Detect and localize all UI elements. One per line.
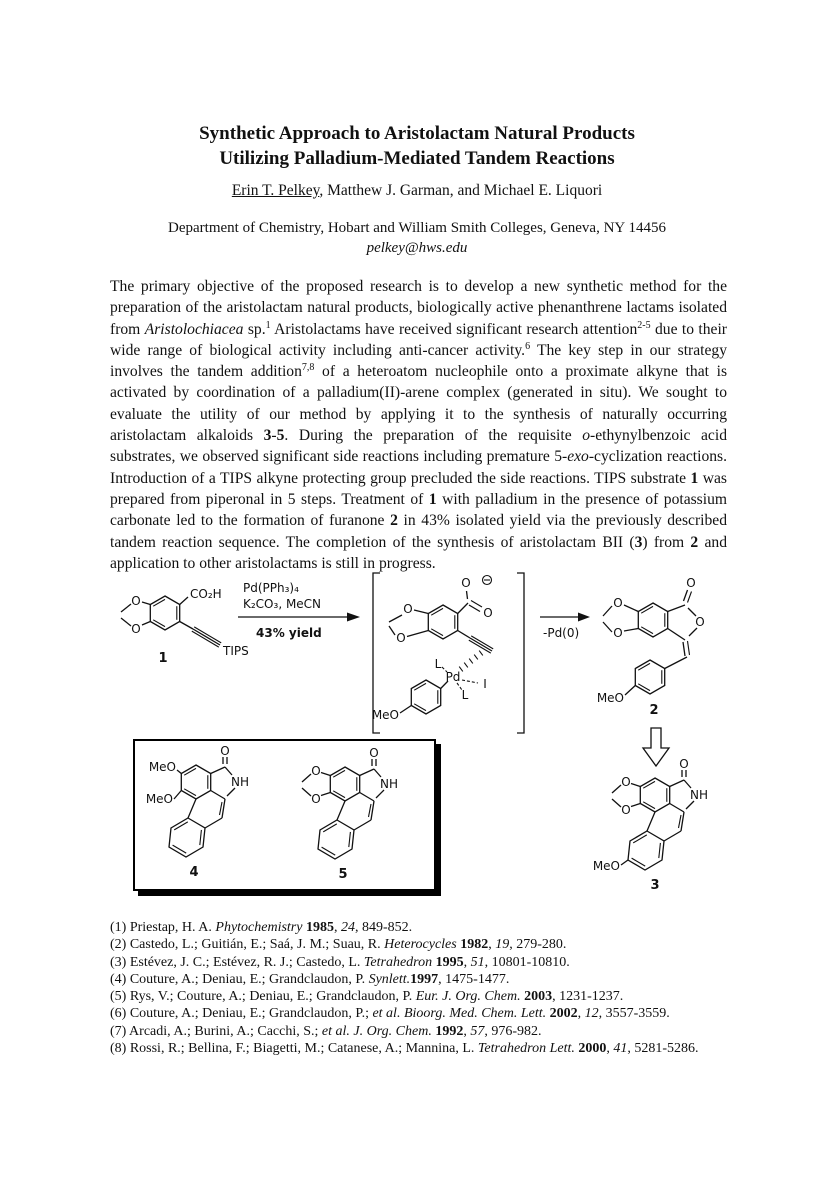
carboxylate-bonds [458, 591, 482, 614]
carboxylate-o-label: O [461, 576, 471, 590]
furanone-bonds [665, 590, 697, 669]
ring-o-label: O [695, 615, 705, 629]
reference-7: (7) Arcadi, A.; Burini, A.; Cacchi, S.; et al. J. Org. Chem. 1992, 57, 976-982. [110, 1023, 542, 1039]
dioxole-o2-label: O [613, 626, 623, 640]
dioxole-o2-label: O [621, 803, 631, 817]
reference-3: (3) Estévez, J. C.; Estévez, R. J.; Castedo, L. Tetrahedron 1995, 51, 10801-10810. [110, 954, 570, 970]
carboxylate-o2-label: O [483, 606, 493, 620]
pd-alkyne-hash-bonds [459, 651, 483, 672]
meo-2-label: MeO [145, 792, 173, 806]
reference-1: (1) Priestap, H. A. Phytochemistry 1985, 24, 849-852. [110, 920, 413, 935]
compound-2-number: 2 [649, 703, 659, 718]
dioxole-o1-label: O [613, 596, 623, 610]
reference-8: (8) Rossi, R.; Bellina, F.; Biagetti, M.; Catanese, A.; Mannina, L. Tetrahedron Lett. 2000, 41, 5281-5286. [110, 1041, 699, 1057]
pd0-loss-label: -Pd(0) [543, 626, 580, 640]
paper-title-line1: Synthetic Approach to Aristolactam Natural Products [199, 123, 635, 144]
structure-1-drawing [110, 578, 262, 670]
affiliation-line: Department of Chemistry, Hobart and William Smith Colleges, Geneva, NY 14456 [168, 220, 666, 236]
structure-5-drawing [285, 746, 425, 886]
reference-6: (6) Couture, A.; Deniau, E.; Grandclaudon, P.; et al. Bioorg. Med. Chem. Lett. 2002, 12, 3557-3559. [110, 1006, 670, 1022]
co2h-label: CO₂H [190, 587, 222, 601]
reagent-line-2: K₂CO₃, MeCN [243, 597, 322, 611]
meo-label: MeO [371, 708, 399, 722]
ligand-2-label: L [461, 688, 469, 702]
dioxole-o1-label: O [131, 594, 141, 608]
compound-5-number: 5 [338, 867, 348, 882]
reference-5: (5) Rys, V.; Couture, A.; Deniau, E.; Grandclaudon, P. Eur. J. Org. Chem. 2003, 1231-1237. [110, 989, 624, 1005]
minus-charge-icon [483, 576, 492, 585]
structure-3-drawing [592, 757, 735, 897]
paper-page: O NH Synthetic Approach to Aristolactam Natural Products Utilizing Palladium-Mediated Tandem Reactions Erin T. Pelkey, Matthew J. Garman, and Michael E. Liquori Department of Chemistry, Hobart and William Smith Colleges, Geneva, NY 14456 pelkey@hws.edu The primary objective of the proposed research is to develop a new synthetic method for the preparation of the aristolactam natural products, biologically active phenanthrene lactams isolated from Aristolochiacea sp.$^1$ Aristolactams have received significant research attention$^{2-5}$ due to their wide range of biological activity including anti-cancer activity.$^6$ The key step in our strategy involves the tandem addition$^{7,8}$ of a heteroatom nucleophile onto a proximate alkyne that is activated by coordination of a palladium(II)-arene complex (generated in situ). We sought to evaluate the utility of our method by applying it to the synthesis of naturally occurring aristolactam alkaloids 3-5. During the preparation of the requisite o-ethynylbenzoic acid substrates, we observed significant side reactions including premature 5-exo-cyclization reactions. Introduction of a TIPS alkyne protecting group precluded the side reactions. TIPS substrate 1 was prepared from piperonal in 5 steps. Treatment of 1 with palladium in the presence of potassium carbonate led to the formation of furanone 2 in 43% isolated yield via the previously described tandem reaction sequence. The completion of the synthesis of aristolactam BII (3) from 2 and application to other aristolactams is still in progress. CO₂H O O TIPS 1 Pd(PPh₃)₄ K₂CO₃, MeCN 43% yield O O O O Pd L I L MeO -Pd(0) O O O O MeO 2 O O MeO 3 MeO MeO 4 O O 5 (1) Priestap, H. A. Phytochemistry 1985, 24, 849-852. (2) Castedo, L.; Guitián, E.; Saá, J. M.; Suau, R. Heterocycles 1982, 19, 279-280. (3) Estévez, J. C.; Estévez, R. J.; Castedo, L. Tetrahedron 1995, 51, 10801-10810. (4) Couture, A.; Deniau, E.; Grandclaudon, P. Synlett.1997, 1475-1477. (5) Rys, V.; Couture, A.; Deniau, E.; Grandclaudon, P. Eur. J. Org. Chem. 2003, 1231-1237. (6) Couture, A.; Deniau, E.; Grandclaudon, P.; et al. Bioorg. Med. Chem. Lett. 2002, 12, 3557-3559. (7) Arcadi, A.; Burini, A.; Cacchi, S.; et al. J. Org. Chem. 1992, 57, 976-982. (8) Rossi, R.; Bellina, F.; Biagetti, M.; Catanese, A.; Mannina, L. Tetrahedron Lett. 2000, 41, 5281-5286. [0, 0, 834, 1181]
pd-label: Pd [445, 670, 461, 684]
abstract-paragraph: The primary objective of the proposed research is to develop a new synthetic method for the preparation of the aristolactam natural products, biologically active phenanthrene lactams isolated from Aristolochiacea sp.$^1$ Aristolactams have received significant research attention$^{2-5}$ due to their wide range of biological activity including anti-cancer activity.$^6$ The key step in our strategy involves the tandem addition$^{7,8}$ of a heteroatom nucleophile onto a proximate alkyne that is activated by coordination of a palladium(II)-arene complex (generated in situ). We sought to evaluate the utility of our method by applying it to the synthesis of naturally occurring aristolactam alkaloids 3-5. During the preparation of the requisite o-ethynylbenzoic acid substrates, we observed significant side reactions including premature 5-exo-cyclization reactions. Introduction of a TIPS alkyne protecting group precluded the side reactions. TIPS substrate 1 was prepared from piperonal in 5 steps. Treatment of 1 with palladium in the presence of potassium carbonate led to the formation of furanone 2 in 43% isolated yield via the previously described tandem reaction sequence. The completion of the synthesis of aristolactam BII (3) from 2 and application to other aristolactams is still in progress. [110, 278, 728, 572]
reagent-line-1: Pd(PPh₃)₄ [243, 581, 299, 595]
dioxole-o1-label: O [311, 764, 321, 778]
aromatic-bonds [153, 599, 177, 626]
dioxole-o2-label: O [311, 792, 321, 806]
carbonyl-o-label: O [686, 576, 696, 590]
email-line: pelkey@hws.edu [366, 240, 468, 256]
dioxole-o1-label: O [403, 602, 413, 616]
structure-2-drawing [588, 568, 763, 718]
reaction-arrow-1 [238, 611, 360, 623]
iodide-label: I [483, 677, 487, 691]
compound-1-number: 1 [158, 651, 168, 666]
dioxole-o2-label: O [131, 622, 141, 636]
meo-1-label: MeO [148, 760, 176, 774]
dioxole-o2-label: O [396, 631, 406, 645]
paper-title-line2: Utilizing Palladium-Mediated Tandem Reactions [219, 148, 615, 169]
aromatic-bonds [641, 606, 665, 633]
authors-line: Erin T. Pelkey, Matthew J. Garman, and Michael E. Liquori [231, 182, 603, 199]
compound-3-number: 3 [650, 878, 660, 893]
anisyl-aromatic-bonds [414, 683, 438, 710]
reference-2: (2) Castedo, L.; Guitián, E.; Saá, J. M.; Suau, R. Heterocycles 1982, 19, 279-280. [110, 937, 567, 953]
alkyne-triple-bond [192, 627, 221, 647]
structure-4-drawing [136, 744, 276, 884]
paper-title [0, 121, 834, 171]
right-bracket [517, 573, 524, 733]
ligand-1-label: L [434, 657, 442, 671]
anisyl-aromatic-bonds [638, 663, 662, 690]
reaction-arrow-2 [540, 611, 590, 623]
reference-4: (4) Couture, A.; Deniau, E.; Grandclaudon, P. Synlett.1997, 1475-1477. [110, 971, 510, 987]
intermediate-complex-drawing [368, 565, 536, 757]
aromatic-bonds [431, 608, 455, 635]
yield-label: 43% yield [256, 626, 322, 640]
meo-label: MeO [596, 691, 624, 705]
alkyne-triple-bond [458, 631, 494, 654]
compound-4-number: 4 [189, 865, 199, 880]
meo-label: MeO [592, 859, 620, 873]
dioxole-o1-label: O [621, 775, 631, 789]
tips-label: TIPS [223, 644, 249, 658]
references-list [110, 919, 699, 1057]
